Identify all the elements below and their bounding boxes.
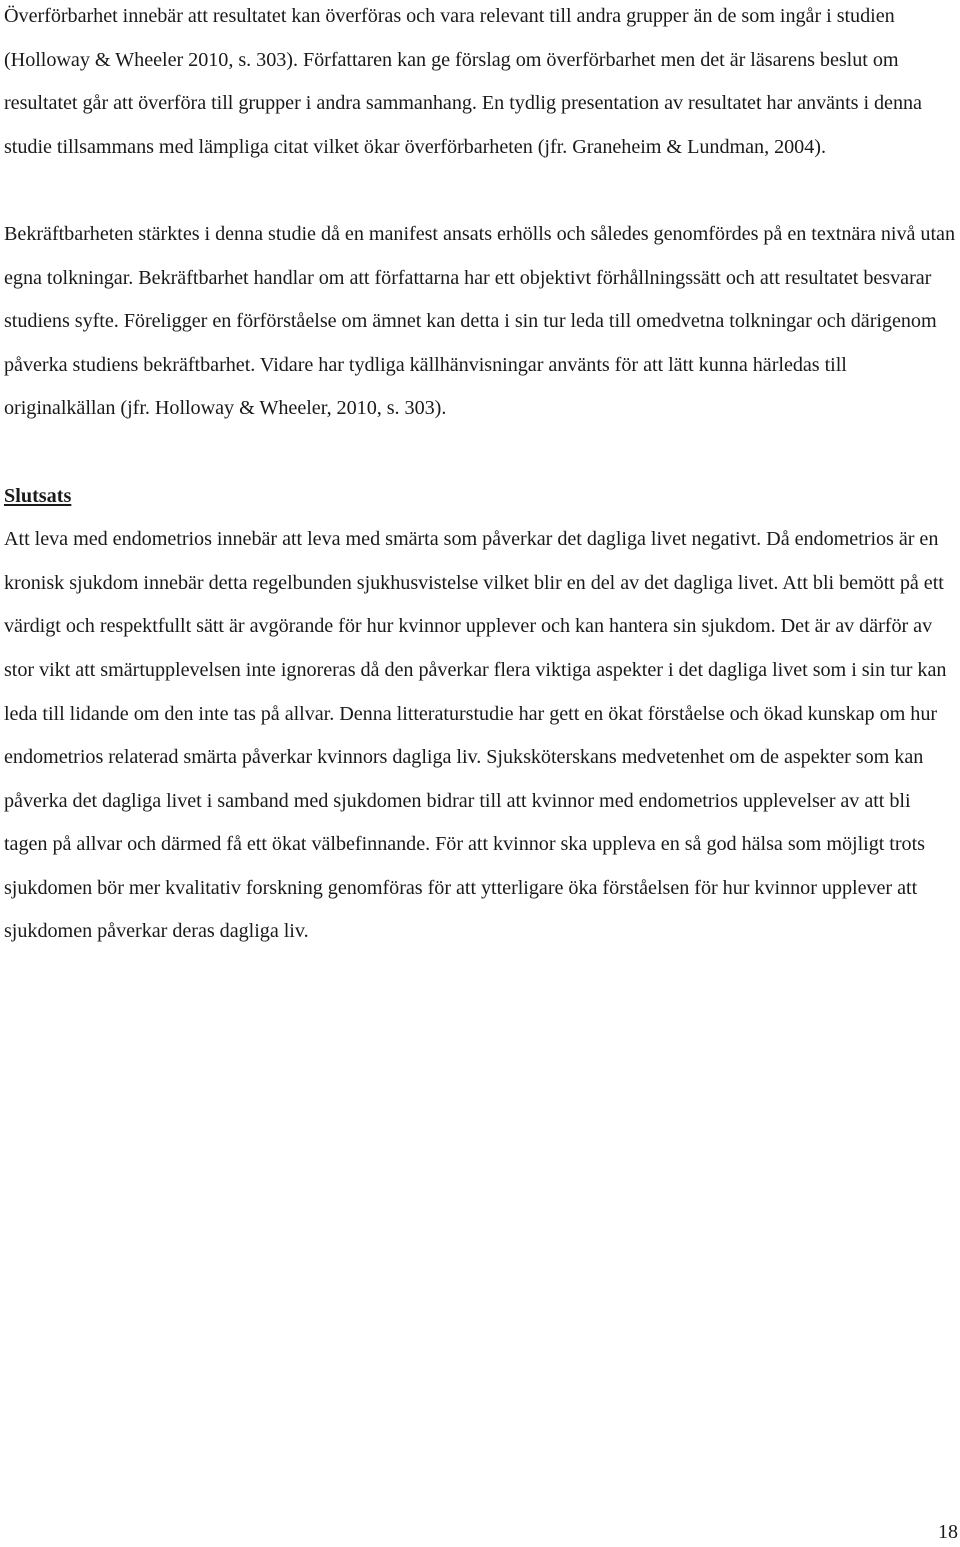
- document-page: [4, 0, 958, 954]
- paragraph-transferability: Överförbarhet innebär att resultatet kan överföras och vara relevant till andra grupper än de som ingår i studien (Holloway & Wheeler 2010, s. 303). Författaren kan ge förslag om överförbarhet men det är läsarens beslut om resultatet går att överföra till grupper i andra sammanhang. En tydlig presentation av resultatet har använts i denna studie tillsammans med lämpliga citat vilket ökar överförbarheten (jfr. Graneheim & Lundman, 2004).: [4, 5, 922, 158]
- section-heading-conclusion: Slutsats: [4, 484, 72, 507]
- paragraph-confirmability: Bekräftbarheten stärktes i denna studie då en manifest ansats erhölls och således genomfördes på en textnära nivå utan egna tolkningar. Bekräftbarhet handlar om att författarna har ett objektivt förhållningssätt och att resultatet besvarar studiens syfte. Föreligger en förförståelse om ämnet kan detta i sin tur leda till omedvetna tolkningar och därigenom påverka studiens bekräftbarhet. Vidare har tydliga källhänvisningar använts för att lätt kunna härledas till originalkällan (jfr. Holloway & Wheeler, 2010, s. 303).: [4, 222, 955, 420]
- paragraph-conclusion: Att leva med endometrios innebär att leva med smärta som påverkar det dagliga livet negativt. Då endometrios är en kronisk sjukdom innebär detta regelbunden sjukhusvistelse vilket blir en del av det dagliga livet. Att bli bemött på ett värdigt och respektfullt sätt är avgörande för hur kvinnor upplever och kan hantera sin sjukdom. Det är av därför av stor vikt att smärtupplevelsen inte ignoreras då den påverkar flera viktiga aspekter i det dagliga livet som i sin tur kan leda till lidande om den inte tas på allvar. Denna litteraturstudie har gett en ökat förståelse och ökad kunskap om hur endometrios relaterad smärta påverkar kvinnors dagliga liv. Sjuksköterskans medvetenhet om de aspekter som kan påverka det dagliga livet i samband med sjukdomen bidrar till att kvinnor med endometrios upplevelser av att bli tagen på allvar och därmed få ett ökat välbefinnande. För att kvinnor ska uppleva en så god hälsa som möjligt trots sjukdomen bör mer kvalitativ forskning genomföras för att ytterligare öka förståelsen för hur kvinnor upplever att sjukdomen påverkar deras dagliga liv.: [4, 528, 947, 943]
- page-number: 18: [938, 1521, 958, 1543]
